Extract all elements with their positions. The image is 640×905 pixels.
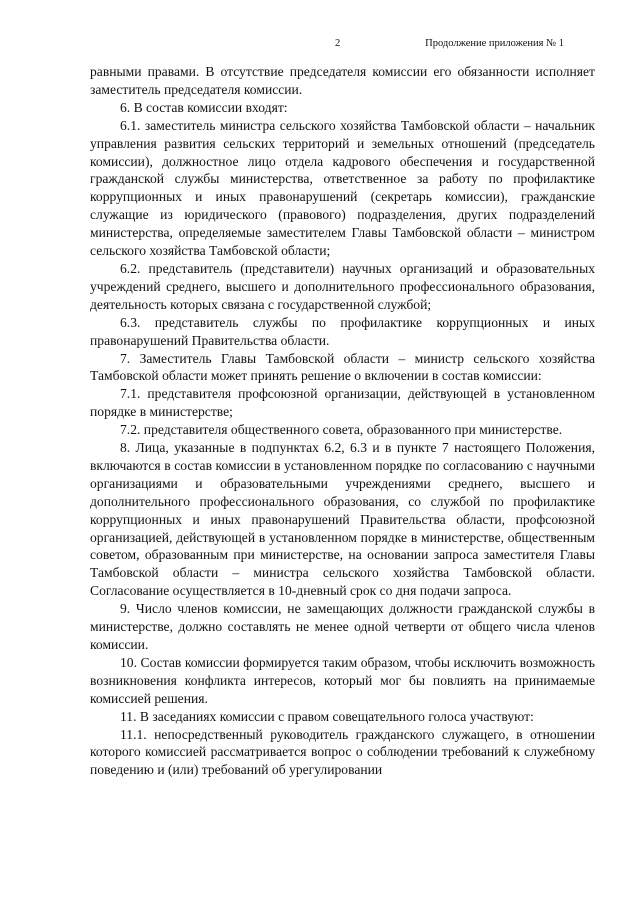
document-body [90, 63, 595, 779]
paragraph: равными правами. В отсутствие председателя комиссии его обязанности исполняет заместитель председателя комиссии. [90, 64, 595, 97]
paragraph: 8. Лица, указанные в подпунктах 6.2, 6.3 и в пункте 7 настоящего Положения, включаются в состав комиссии в установленном порядке по согласованию с научными организациями и образовательными учреждениями среднего, высшего и дополнительного профессионального образования, со службой по профилактике коррупционных и иных правонарушений Правительства области, профсоюзной организацией, действующей в установленном порядке в министерстве, общественным советом, образованным при министерстве, на основании запроса заместителя Главы Тамбовской области – министра сельского хозяйства Тамбовской области. Согласование осуществляется в 10-дневный срок со дня подачи запроса. [90, 440, 595, 599]
page-header [0, 38, 640, 52]
paragraph: 6.2. представитель (представители) научных организаций и образовательных учреждений среднего, высшего и дополнительного профессионального образования, деятельность которых связана с государственной службой; [90, 260, 595, 312]
paragraph: 7.1. представителя профсоюзной организации, действующей в установленном порядке в министерстве; [90, 386, 595, 420]
paragraph: 11. В заседаниях комиссии с правом совещательного голоса участвуют: [120, 708, 534, 724]
paragraph: 10. Состав комиссии формируется таким образом, чтобы исключить возможность возникновения конфликта интересов, который мог бы повлиять на принимаемые комиссией решения. [90, 654, 595, 706]
paragraph: 11.1. непосредственный руководитель гражданского служащего, в отношении которого комиссией рассматривается вопрос о соблюдении требований к служебному поведению и (или) требований об урегулировании [90, 726, 595, 778]
paragraph: 6.3. представитель службы по профилактике коррупционных и иных правонарушений Правительства области. [90, 314, 595, 348]
page-number: 2 [335, 38, 341, 49]
paragraph: 9. Число членов комиссии, не замещающих должности гражданской службы в министерстве, должно составлять не менее одной четверти от общего числа членов комиссии. [90, 601, 595, 652]
appendix-continuation-note: Продолжение приложения № 1 [425, 38, 564, 49]
paragraph: 6.1. заместитель министра сельского хозяйства Тамбовской области – начальник управления развития сельских территорий и земельных отношений (председатель комиссии), должностное лицо отдела кадрового обеспечения и государственной гражданской службы министерства, ответственное за работу по профилактике коррупционных и иных правонарушений (секретарь комиссии), гражданские служащие из юридического (правового) подразделения, других подразделений министерства, определяемые заместителем Главы Тамбовской области – министром сельского хозяйства Тамбовской области; [90, 117, 595, 259]
paragraph: 7.2. представителя общественного совета, образованного при министерстве. [120, 422, 563, 438]
paragraph: 6. В состав комиссии входят: [120, 99, 288, 115]
paragraph: 7. Заместитель Главы Тамбовской области – министр сельского хозяйства Тамбовской области может принять решение о включении в состав комиссии: [90, 350, 595, 384]
